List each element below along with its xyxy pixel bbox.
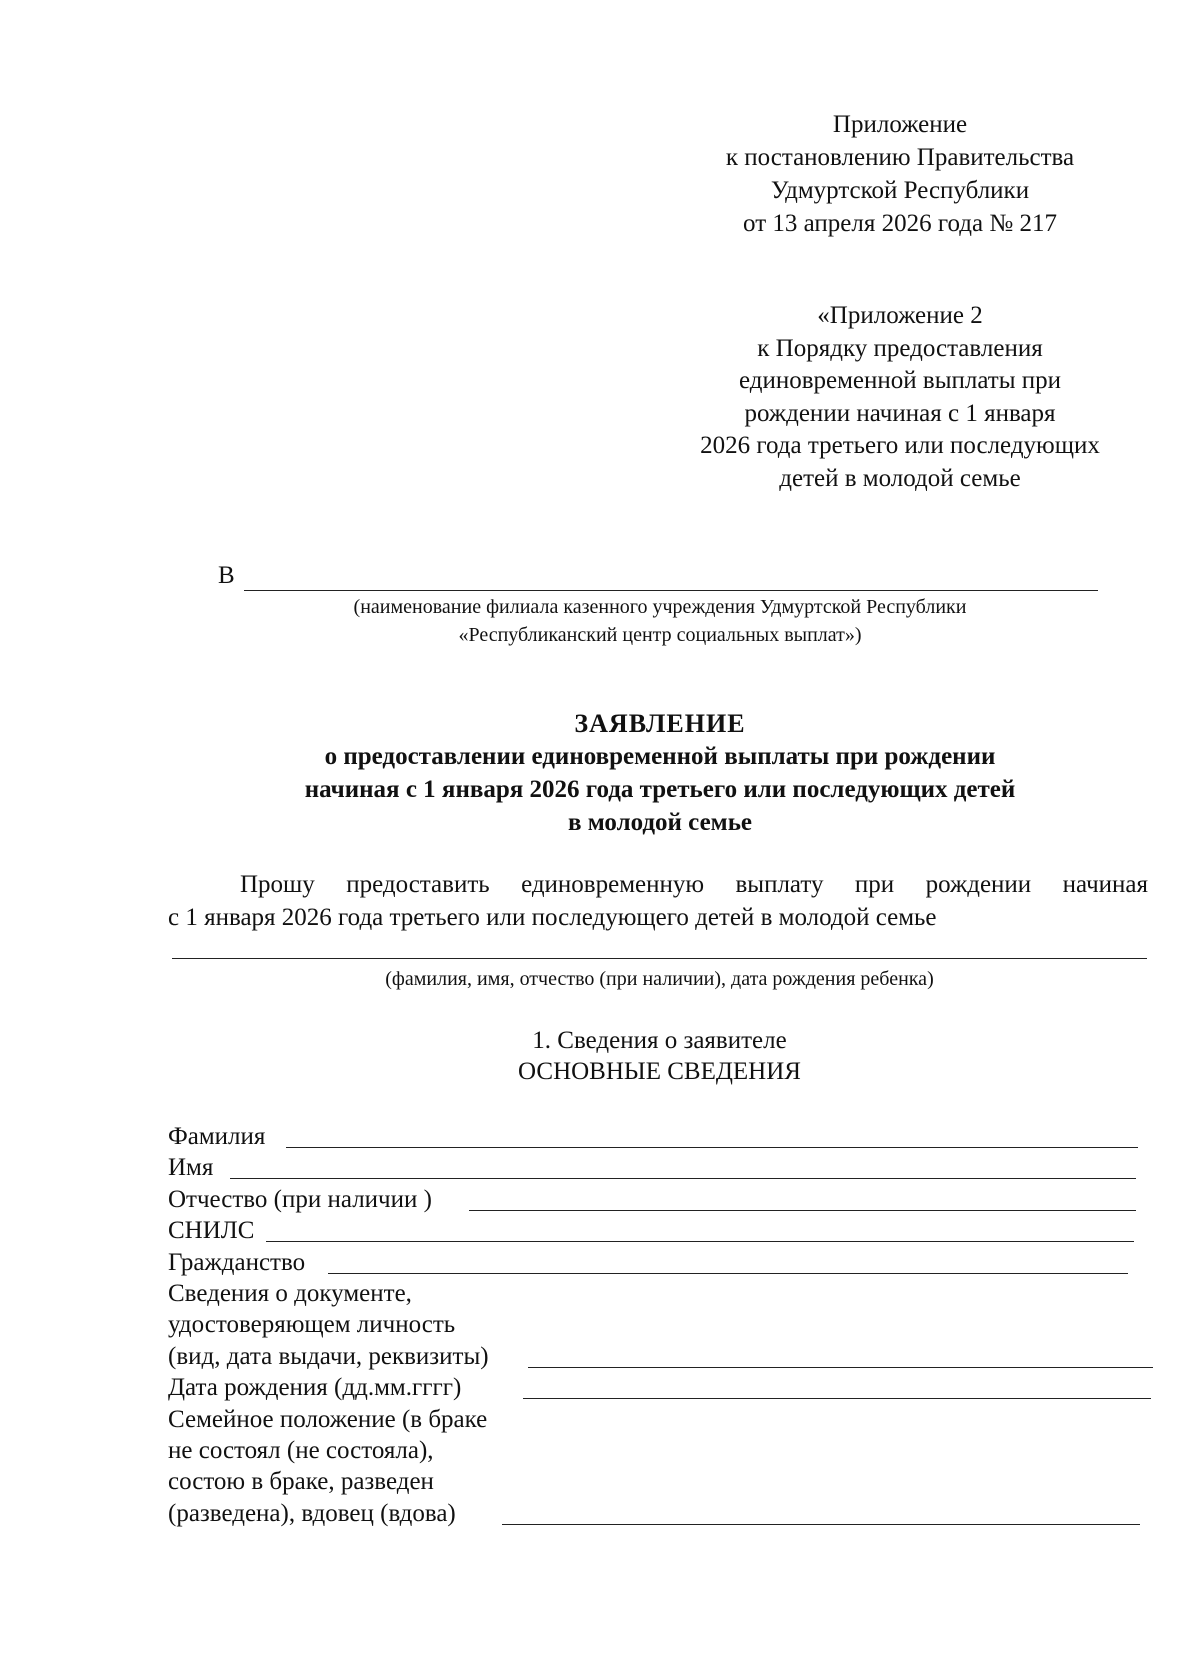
section-number-title: 1. Сведения о заявителе: [532, 1027, 787, 1054]
appendix-line: к постановлению Правительства: [725, 144, 1075, 171]
citizenship-label: Гражданство: [168, 1248, 306, 1276]
appendix-header: [645, 108, 1155, 240]
snils-label: СНИЛС: [168, 1217, 255, 1245]
birth-date-field[interactable]: [168, 1372, 1148, 1403]
name-label: Имя: [168, 1154, 214, 1182]
citizenship-fill-line[interactable]: [328, 1273, 1128, 1274]
request-line: Прошу предоставить единовременную выплату при рождении начиная: [240, 871, 1148, 898]
id-document-label-line: [168, 1278, 1148, 1309]
addressee-prefix: В: [218, 562, 235, 589]
appendix2-line: рождении начиная с 1 января: [744, 399, 1056, 427]
addressee-caption-line: «Республиканский центр социальных выплат»): [458, 624, 862, 646]
patronymic-field[interactable]: [168, 1184, 1148, 1215]
child-info-caption: (фамилия, имя, отчество (при наличии), дата рождения ребенка): [385, 968, 934, 990]
id-document-label-line: [168, 1309, 1148, 1340]
name-fill-line[interactable]: [230, 1178, 1136, 1179]
request-paragraph: [168, 868, 1148, 934]
marital-status-label: состою в браке, разведен: [168, 1468, 434, 1496]
request-line: с 1 января 2026 года третьего или последующего детей в молодой семье: [168, 904, 937, 931]
title-line: в молодой семье: [567, 809, 753, 836]
title-main: ЗАЯВЛЕНИЕ: [574, 709, 746, 738]
appendix2-line: единовременной выплаты при: [738, 367, 1062, 394]
addressee-caption-line: (наименование филиала казенного учреждения Удмуртской Республики: [353, 596, 967, 618]
id-document-field[interactable]: [168, 1341, 1148, 1372]
section-heading: [172, 1025, 1147, 1087]
applicant-fields: [168, 1121, 1148, 1529]
birth-date-label: Дата рождения (дд.мм.гггг): [168, 1374, 462, 1402]
document-title: [150, 707, 1170, 839]
marital-status-label-line: [168, 1435, 1148, 1466]
title-line: о предоставлении единовременной выплаты при рождении: [324, 743, 996, 770]
marital-status-label-line: [168, 1404, 1148, 1435]
child-info-fill-line[interactable]: [172, 958, 1147, 959]
snils-field[interactable]: [168, 1215, 1148, 1246]
surname-fill-line[interactable]: [286, 1147, 1138, 1148]
addressee-field[interactable]: [218, 562, 1098, 596]
patronymic-label: Отчество (при наличии ): [168, 1185, 432, 1213]
id-document-label: удостоверяющем личность: [168, 1311, 456, 1339]
title-line: начиная с 1 января 2026 года третьего или последующих детей: [304, 776, 1016, 803]
appendix2-line: детей в молодой семье: [779, 464, 1021, 492]
appendix2-line: к Порядку предоставления: [757, 334, 1043, 362]
marital-status-label: не состоял (не состояла),: [168, 1436, 434, 1464]
appendix-line: от 13 апреля 2026 года № 217: [743, 210, 1057, 237]
surname-field[interactable]: [168, 1121, 1148, 1152]
marital-status-fill-line[interactable]: [502, 1524, 1140, 1525]
appendix2-line: «Приложение 2: [817, 302, 983, 329]
marital-status-field[interactable]: [168, 1498, 1148, 1529]
marital-status-label: Семейное положение (в браке: [168, 1405, 488, 1433]
id-document-fill-line[interactable]: [528, 1367, 1153, 1368]
snils-fill-line[interactable]: [266, 1241, 1134, 1242]
name-field[interactable]: [168, 1152, 1148, 1183]
patronymic-fill-line[interactable]: [469, 1210, 1136, 1211]
surname-label: Фамилия: [168, 1123, 266, 1150]
appendix2-line: 2026 года третьего или последующих: [700, 432, 1100, 459]
marital-status-label: (разведена), вдовец (вдова): [168, 1499, 456, 1527]
appendix-line: Удмуртской Республики: [770, 177, 1030, 204]
id-document-label: Сведения о документе,: [168, 1279, 412, 1307]
marital-status-label-line: [168, 1466, 1148, 1497]
section-subtitle: ОСНОВНЫЕ СВЕДЕНИЯ: [518, 1058, 801, 1085]
addressee-caption: [240, 593, 1080, 649]
appendix-line: Приложение: [832, 111, 968, 138]
id-document-label: (вид, дата выдачи, реквизиты): [168, 1342, 489, 1370]
citizenship-field[interactable]: [168, 1247, 1148, 1278]
addressee-fill-line[interactable]: [244, 590, 1098, 591]
appendix2-header: [640, 300, 1160, 495]
birth-date-fill-line[interactable]: [523, 1398, 1151, 1399]
